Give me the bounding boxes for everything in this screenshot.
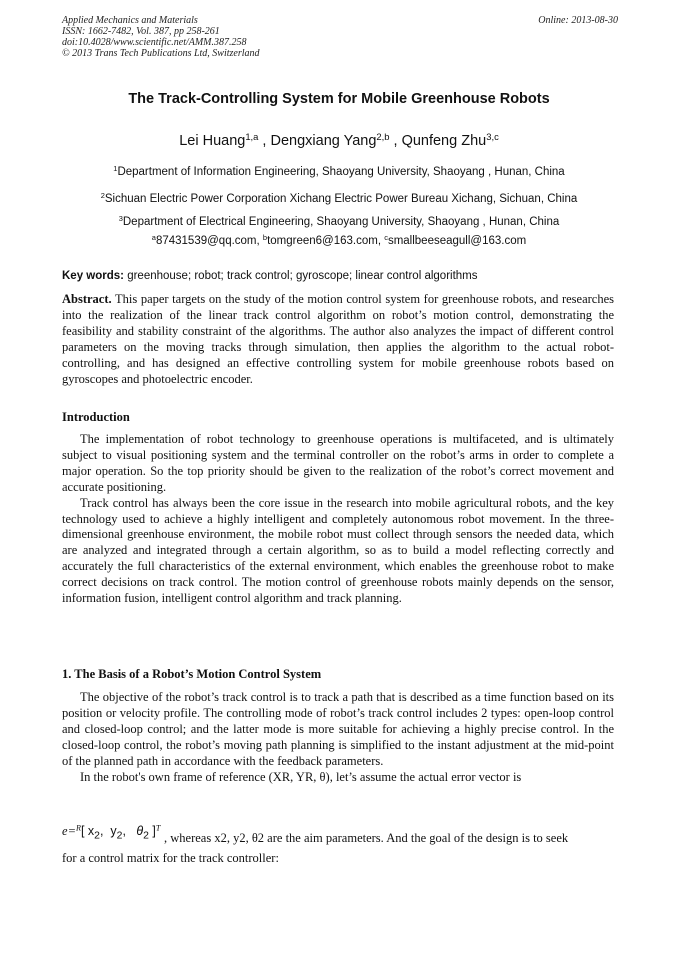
section-1-body — [62, 690, 614, 785]
email-link[interactable]: tomgreen6@163.com, — [267, 235, 385, 247]
affiliation-2 — [30, 190, 648, 205]
affiliation-superscript: 1 — [113, 163, 118, 173]
author-superscript: 2,b — [376, 130, 390, 142]
online-date: Online: 2013-08-30 — [538, 15, 618, 26]
author-name: Dengxiang Yang — [270, 133, 377, 149]
email-superscript: a — [151, 232, 156, 242]
paragraph: In the robot's own frame of reference (XR, YR, θ), let’s assume the actual error vector is — [80, 769, 522, 784]
email-link[interactable]: smallbeeseagull@163.com — [387, 235, 527, 247]
keywords-label: Key words: — [62, 270, 124, 282]
email-superscript: b — [262, 232, 268, 242]
journal-name: Applied Mechanics and Materials — [62, 15, 198, 26]
affiliation-1 — [30, 163, 648, 178]
affiliation-text: Sichuan Electric Power Corporation Xichang Electric Power Bureau Xichang, Sichuan, China — [104, 193, 578, 205]
affiliation-superscript: 2 — [100, 190, 105, 200]
email-link[interactable]: 87431539@qq.com, — [155, 235, 263, 247]
affiliation-superscript: 3 — [118, 213, 123, 223]
abstract — [62, 292, 614, 387]
author-separator: , — [258, 133, 271, 149]
paragraph: Track control has always been the core issue in the research into mobile agricultural robots, and the key technology used to achieve a highly intelligent and completely autonomous robot movement. In the three-dimensional greenhouse environment, the mobile robot must collect through sensors the needed data, which are analyzed and integrated through a certain algorithm, so as to build a model reflecting correctly and accurately the full characteristics of the external environment, which enables the greenhouse robot to make correct decisions on track control. The motion control of greenhouse robots mainly depends on the sensor, information fusion, intelligent control algorithm and track planning. — [62, 495, 614, 606]
email-superscript: c — [384, 232, 388, 242]
author-list — [40, 130, 638, 149]
introduction-heading: Introduction — [62, 410, 130, 424]
copyright-line: © 2013 Trans Tech Publications Ltd, Switzerland — [62, 48, 260, 59]
equation-continuation: , whereas x2, y2, θ2 are the aim parameters. And the goal of the design is to seek — [164, 831, 569, 845]
error-vector-equation: e=$^R$[ $x_2$, $y_2$, $\theta_2$ ]$^T$ — [62, 823, 161, 842]
keywords — [62, 270, 618, 282]
keywords-text: greenhouse; robot; track control; gyroscope; linear control algorithms — [127, 270, 478, 282]
abstract-label: Abstract. — [62, 292, 112, 306]
affiliation-3 — [30, 213, 648, 228]
section-1-heading: 1. The Basis of a Robot’s Motion Control System — [62, 667, 322, 681]
affiliation-text: Department of Information Engineering, Shaoyang University, Shaoyang , Hunan, China — [117, 166, 565, 178]
author-name: Qunfeng Zhu — [401, 133, 487, 149]
author-superscript: 3,c — [486, 130, 499, 142]
paragraph: The implementation of robot technology to greenhouse operations is multifaceted, and is ultimately subject to visual positioning system and the terminal controller on the robot’s arms in order to complete a major operation. So the top priority should be given to the realization of the robot’s correct movement and accurate positioning. — [62, 432, 614, 494]
error-vector-line — [62, 823, 614, 845]
author-separator: , — [389, 133, 402, 149]
issn-line: ISSN: 1662-7482, Vol. 387, pp 258-261 — [62, 26, 220, 37]
abstract-text: This paper targets on the study of the motion control system for greenhouse robots, and researches into the realization of the linear track control algorithm on robot’s motion control, demonstrating the feasibility and stability constraint of the algorithms. The author also analyzes the impact of different control parameters on the moving tracks through simulation, then applies the algorithm to the actual robot-controlling, and has designed an effective controlling system for mobile greenhouse robots based on gyroscopes and photoelectric encoder. — [62, 292, 614, 386]
paragraph: The objective of the robot’s track control is to track a path that is described as a time function based on its position or velocity profile. The controlling mode of robot’s track control includes 2 types: open-loop control and closed-loop control; and the latter mode is more suitable for achieving a highly precise control. In the closed-loop control, the robot’s moving path planning is simplified to the instant adjustment at the mid-point of the planned path in accordance with the feedback parameters. — [62, 690, 614, 768]
affiliation-text: Department of Electrical Engineering, Shaoyang University, Shaoyang , Hunan, China — [122, 216, 560, 228]
journal-header — [62, 15, 618, 59]
doi-line: doi:10.4028/www.scientific.net/AMM.387.258 — [62, 37, 247, 48]
introduction-body — [62, 432, 614, 607]
author-name: Lei Huang — [179, 133, 246, 149]
closing-line: for a control matrix for the track controller: — [62, 851, 279, 865]
author-superscript: 1,a — [245, 130, 259, 142]
email-list — [30, 232, 648, 247]
paper-title: The Track-Controlling System for Mobile Greenhouse Robots — [128, 91, 550, 107]
